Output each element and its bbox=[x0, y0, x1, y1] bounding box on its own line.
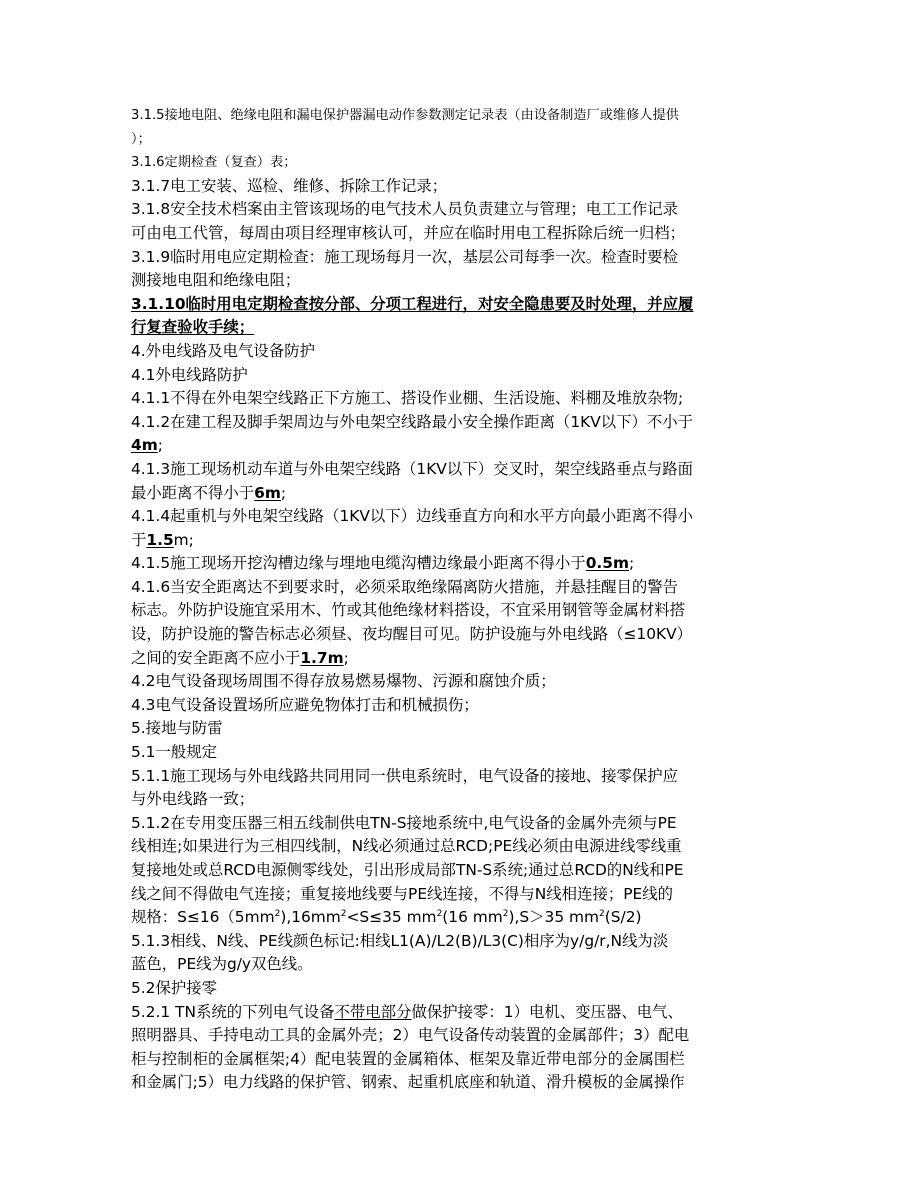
text-line bbox=[131, 434, 791, 458]
text-line: 与外电线路一致； bbox=[131, 790, 255, 809]
text-run: ; bbox=[157, 436, 163, 455]
section-heading: 4.外电线路及电气设备防护 bbox=[131, 341, 315, 360]
underlined-term: 不带电部分 bbox=[334, 1002, 412, 1021]
bold-underlined-line: 行复查验收手续； bbox=[131, 318, 255, 337]
text-line: 柜与控制柜的金属框架;4）配电装置的金属箱体、框架及靠近带电部分的金属围栏 bbox=[131, 1049, 685, 1068]
subsection-heading: 5.1一般规定 bbox=[131, 743, 218, 762]
distance-value: 4m bbox=[131, 436, 158, 455]
text-line bbox=[131, 552, 791, 576]
text-run: 4.1.5施工现场开挖沟槽边缘与埋地电缆沟槽边缘最小距离不得小于 bbox=[131, 554, 586, 573]
text-line: 线之间不得做电气连接；重复接地线要与PE线连接，不得与N线相连接；PE线的 bbox=[131, 884, 674, 903]
text-run: 5.2.1 TN系统的下列电气设备 bbox=[131, 1002, 335, 1021]
text-line: 3.1.5接地电阻、绝缘电阻和漏电保护器漏电动作参数测定记录表（由设备制造厂或维修人提供 bbox=[131, 108, 679, 123]
superscript: 2 bbox=[274, 909, 281, 920]
text-line: 标志。外防护设施宜采用木、竹或其他绝缘材料搭设，不宜采用钢管等金属材料搭 bbox=[131, 601, 686, 620]
text-line: 3.1.7电工安装、巡检、维修、拆除工作记录； bbox=[131, 176, 448, 195]
text-line: 照明器具、手持电动工具的金属外壳；2）电气设备传动装置的金属部件；3）配电 bbox=[131, 1026, 690, 1045]
text-line: 4.1.6当安全距离达不到要求时，必须采取绝缘隔离防火措施，并悬挂醒目的警告 bbox=[131, 577, 679, 596]
text-line: 4.1.4起重机与外电架空线路（1KV以下）边线垂直方向和水平方向最小距离不得小 bbox=[131, 507, 694, 526]
text-run: (S/2) bbox=[604, 908, 642, 927]
text-run: ; bbox=[629, 554, 635, 573]
distance-value: 0.5m bbox=[585, 554, 630, 573]
text-line: 4.2电气设备现场周围不得存放易燃易爆物、污源和腐蚀介质； bbox=[131, 672, 556, 691]
text-run: ),S＞35 mm bbox=[508, 908, 600, 927]
text-line bbox=[131, 1001, 791, 1025]
subsection-heading: 5.2保护接零 bbox=[131, 978, 218, 997]
text-run: (16 mm bbox=[442, 908, 503, 927]
text-line: 设，防护设施的警告标志必须昼、夜均醒目可见。防护设施与外电线路（≤10KV） bbox=[131, 625, 692, 644]
text-line: 4.1.1不得在外电架空线路正下方施工、搭设作业棚、生活设施、料棚及堆放杂物; bbox=[131, 389, 684, 408]
text-line: 4.1.3施工现场机动车道与外电架空线路（1KV以下）交叉时，架空线路垂点与路面 bbox=[131, 459, 694, 478]
text-run: 最小距离不得小于 bbox=[131, 483, 255, 502]
superscript: 2 bbox=[436, 909, 443, 920]
text-line: 5.1.3相线、N线、PE线颜色标记:相线L1(A)/L2(B)/L3(C)相序为y/g/r,N线为淡 bbox=[131, 931, 669, 950]
bold-underlined-line: 3.1.10临时用电定期检查按分部、分项工程进行，对安全隐患要及时处理，并应履 bbox=[131, 294, 694, 313]
distance-value: 1.5 bbox=[146, 530, 174, 549]
text-run: 做保护接零：1）电机、变压器、电气、 bbox=[411, 1002, 683, 1021]
text-line: 5.1.1施工现场与外电线路共同用同一供电系统时，电气设备的接地、接零保护应 bbox=[131, 766, 679, 785]
text-run: ; bbox=[343, 648, 349, 667]
superscript: 2 bbox=[502, 909, 509, 920]
text-line: 复接地处或总RCD电源侧零线处，引出形成局部TN-S系统;通过总RCD的N线和PE bbox=[131, 861, 684, 879]
distance-value: 6m bbox=[254, 483, 281, 502]
text-line: ）； bbox=[131, 131, 151, 147]
text-line bbox=[131, 529, 791, 553]
text-run: <S≤35 mm bbox=[346, 908, 437, 927]
text-line: 4.3电气设备设置场所应避免物体打击和机械损伤； bbox=[131, 695, 479, 714]
text-line bbox=[131, 906, 791, 930]
text-line: 可由电工代管，每周由项目经理审核认可，并应在临时用电工程拆除后统一归档； bbox=[131, 223, 686, 242]
section-heading: 5.接地与防雷 bbox=[131, 719, 223, 738]
text-run: ),16mm bbox=[280, 908, 341, 927]
text-line bbox=[131, 647, 791, 671]
text-line: 测接地电阻和绝缘电阻； bbox=[131, 271, 301, 290]
text-line: 3.1.6定期检查（复查）表； bbox=[131, 155, 297, 171]
document-page bbox=[131, 104, 791, 1095]
superscript: 2 bbox=[599, 909, 605, 920]
text-line: 4.1.2在建工程及脚手架周边与外电架空线路最小安全操作距离（1KV以下）不小于 bbox=[131, 412, 694, 431]
text-run: 于 bbox=[131, 530, 147, 549]
text-line: 和金属门;5）电力线路的保护管、钢索、起重机底座和轨道、滑升模板的金属操作 bbox=[131, 1073, 685, 1092]
text-line: 线相连;如果进行为三相四线制，N线必须通过总RCD;PE线必须由电源进线零线重 bbox=[131, 837, 682, 856]
distance-value: 1.7m bbox=[300, 648, 344, 667]
text-line: 3.1.8安全技术档案由主管该现场的电气技术人员负责建立与管理；电工工作记录 bbox=[131, 200, 679, 219]
text-run: 之间的安全距离不应小于 bbox=[131, 648, 301, 667]
text-run: m; bbox=[173, 530, 194, 549]
text-line: 3.1.9临时用电应定期检查：施工现场每月一次，基层公司每季一次。检查时要检 bbox=[131, 247, 679, 266]
text-line: 5.1.2在专用变压器三相五线制供电TN-S接地系统中,电气设备的金属外壳须与PE bbox=[131, 813, 677, 832]
text-line: 蓝色，PE线为g/y双色线。 bbox=[131, 955, 313, 974]
text-run: ; bbox=[280, 483, 287, 502]
text-line bbox=[131, 482, 791, 506]
text-run: 规格：S≤16（5mm bbox=[131, 908, 275, 927]
superscript: 2 bbox=[340, 909, 347, 920]
subsection-heading: 4.1外电线路防护 bbox=[131, 365, 248, 384]
